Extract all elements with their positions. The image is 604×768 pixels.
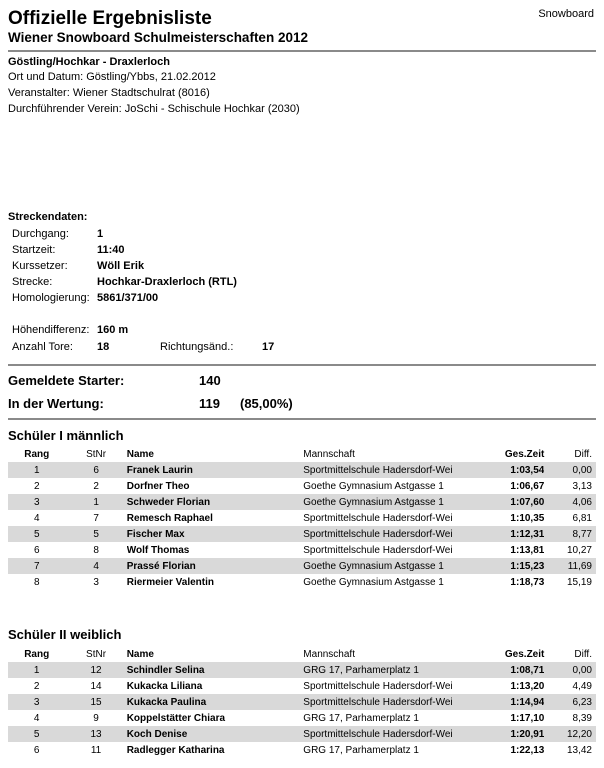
diff-cell: 4,49	[572, 680, 592, 692]
gemeldete-label: Gemeldete Starter:	[8, 373, 125, 388]
rang-cell: 5	[8, 726, 65, 742]
name-cell: Kukacka Liliana	[126, 680, 203, 692]
zeit-cell: 1:07,60	[485, 494, 545, 510]
zeit-cell: 1:03,54	[485, 462, 545, 478]
mannschaft-cell: GRG 17, Parhamerplatz 1	[303, 712, 419, 724]
event-verein: Durchführender Verein: JoSchi - Schischule Hochkar (2030)	[8, 103, 300, 115]
rang-cell: 1	[8, 462, 65, 478]
mannschaft-cell: Sportmittelschule Hadersdorf-Wei	[303, 462, 484, 478]
diff-cell: 3,13	[572, 480, 592, 492]
name-cell: Schindler Selina	[127, 662, 304, 678]
mannschaft-cell: Sportmittelschule Hadersdorf-Wei	[303, 726, 484, 742]
table-row	[8, 662, 596, 678]
zeit-cell: 1:20,91	[485, 726, 545, 742]
wertung-value: 119	[199, 396, 220, 411]
col-diff: Diff.	[574, 648, 592, 660]
stnr-cell: 12	[65, 662, 126, 678]
diff-cell: 13,42	[566, 744, 592, 756]
table-row	[8, 710, 596, 726]
col-rang: Rang	[24, 448, 50, 460]
kurssetzer-row	[0, 259, 600, 273]
diff-cell: 0,00	[544, 462, 596, 478]
richtung-value: 17	[262, 341, 275, 353]
mannschaft-cell: Sportmittelschule Hadersdorf-Wei	[303, 544, 453, 556]
name-cell: Dorfner Theo	[126, 480, 190, 492]
col-name: Name	[126, 448, 154, 460]
event-location: Göstling/Hochkar - Draxlerloch	[8, 56, 170, 68]
durchgang-label: Durchgang:	[12, 228, 69, 240]
table-row	[8, 526, 596, 542]
mannschaft-cell: Goethe Gymnasium Astgasse 1	[303, 480, 444, 492]
zeit-cell: 1:17,10	[510, 712, 545, 724]
stnr-cell: 8	[93, 544, 99, 556]
wertung-percent: (85,00%)	[240, 396, 293, 411]
streckendaten-heading: Streckendaten:	[8, 211, 88, 223]
col-diff: Diff.	[574, 448, 592, 460]
stnr-cell: 14	[90, 680, 102, 692]
zeit-cell: 1:06,67	[510, 480, 545, 492]
stnr-cell: 5	[65, 526, 126, 542]
name-cell: Franek Laurin	[127, 462, 303, 478]
mannschaft-cell: Sportmittelschule Hadersdorf-Wei	[303, 694, 484, 710]
mannschaft-cell: Goethe Gymnasium Astgasse 1	[303, 494, 484, 510]
hoehendifferenz-label: Höhendifferenz:	[12, 324, 90, 336]
col-rang: Rang	[24, 648, 50, 660]
rang-cell: 2	[33, 680, 40, 692]
stnr-cell: 9	[93, 712, 99, 724]
mannschaft-cell: GRG 17, Parhamerplatz 1	[303, 662, 484, 678]
name-cell: Schweder Florian	[127, 494, 303, 510]
table-row	[8, 510, 596, 526]
page-subtitle: Wiener Snowboard Schulmeisterschaften 2012	[8, 30, 308, 45]
rang-cell: 4	[33, 712, 40, 724]
stnr-cell: 15	[65, 694, 126, 710]
name-cell: Koch Denise	[127, 726, 304, 742]
kurssetzer-value: Wöll Erik	[97, 260, 145, 272]
strecke-label: Strecke:	[12, 276, 53, 288]
rang-cell: 6	[33, 544, 40, 556]
startzeit-label: Startzeit:	[12, 244, 56, 256]
col-mannschaft: Mannschaft	[303, 648, 355, 660]
tore-label: Anzahl Tore:	[12, 341, 73, 353]
diff-cell: 8,39	[572, 712, 592, 724]
startzeit-row	[0, 243, 600, 257]
zeit-cell: 1:12,31	[485, 526, 545, 542]
stnr-cell: 2	[93, 480, 99, 492]
stnr-cell: 1	[65, 494, 126, 510]
stnr-cell: 7	[93, 512, 99, 524]
durchgang-value: 1	[97, 228, 104, 240]
name-cell: Kukacka Paulina	[127, 694, 304, 710]
stnr-cell: 3	[93, 576, 99, 588]
diff-cell: 10,27	[566, 544, 592, 556]
table-header-row	[8, 646, 596, 662]
strecke-row	[0, 275, 600, 289]
homologierung-label: Homologierung:	[12, 292, 90, 304]
zeit-cell: 1:13,20	[510, 680, 545, 692]
stnr-cell: 13	[65, 726, 126, 742]
table-row	[8, 542, 596, 558]
table-row	[8, 678, 596, 694]
diff-cell: 6,81	[572, 512, 592, 524]
tore-row	[0, 340, 600, 354]
rang-cell: 1	[8, 662, 65, 678]
rang-cell: 4	[33, 512, 40, 524]
zeit-cell: 1:14,94	[485, 694, 545, 710]
zeit-cell: 1:15,23	[485, 558, 545, 574]
name-cell: Remesch Raphael	[126, 512, 213, 524]
wertung-label: In der Wertung:	[8, 396, 104, 411]
hoehendifferenz-row	[0, 323, 600, 337]
event-ort-datum: Ort und Datum: Göstling/Ybbs, 21.02.2012	[8, 71, 216, 83]
zeit-cell: 1:18,73	[510, 576, 545, 588]
event-veranstalter: Veranstalter: Wiener Stadtschulrat (8016)	[8, 87, 210, 99]
col-zeit: Ges.Zeit	[504, 448, 545, 460]
table-row	[8, 478, 596, 494]
zeit-cell: 1:08,71	[485, 662, 545, 678]
diff-cell: 0,00	[544, 662, 596, 678]
diff-cell: 15,19	[566, 576, 592, 588]
table-row	[8, 494, 596, 510]
gemeldete-value: 140	[199, 373, 221, 388]
zeit-cell: 1:22,13	[510, 744, 545, 756]
col-mannschaft: Mannschaft	[303, 448, 355, 460]
diff-cell: 12,20	[544, 726, 596, 742]
tore-value: 18	[97, 341, 110, 353]
mannschaft-cell: Goethe Gymnasium Astgasse 1	[303, 576, 444, 588]
homologierung-row	[0, 291, 600, 305]
name-cell: Koppelstätter Chiara	[126, 712, 226, 724]
zeit-cell: 1:13,81	[510, 544, 545, 556]
results-table-schueler-2	[8, 646, 596, 758]
table-row	[8, 694, 596, 710]
col-zeit: Ges.Zeit	[504, 648, 545, 660]
rang-cell: 3	[8, 694, 65, 710]
rang-cell: 3	[8, 494, 65, 510]
zeit-cell: 1:10,35	[510, 512, 545, 524]
discipline-label: Snowboard	[538, 8, 594, 20]
table-row	[8, 742, 596, 758]
col-stnr: StNr	[86, 448, 107, 460]
mannschaft-cell: Sportmittelschule Hadersdorf-Wei	[303, 526, 484, 542]
mannschaft-cell: Sportmittelschule Hadersdorf-Wei	[303, 512, 453, 524]
table-row	[8, 462, 596, 478]
diff-cell: 6,23	[544, 694, 596, 710]
stnr-cell: 6	[65, 462, 126, 478]
page-title: Offizielle Ergebnisliste	[8, 8, 212, 29]
stnr-cell: 11	[90, 744, 102, 756]
rang-cell: 5	[8, 526, 65, 542]
mannschaft-cell: GRG 17, Parhamerplatz 1	[303, 744, 419, 756]
header-divider	[8, 50, 596, 52]
table-row	[8, 574, 596, 590]
section-title-schueler-1: Schüler I männlich	[8, 428, 124, 443]
starter-divider	[8, 418, 596, 420]
name-cell: Wolf Thomas	[126, 544, 190, 556]
section-title-schueler-2: Schüler II weiblich	[8, 627, 122, 642]
col-stnr: StNr	[86, 648, 107, 660]
diff-cell: 11,69	[544, 558, 596, 574]
rang-cell: 2	[33, 480, 40, 492]
diff-cell: 4,06	[544, 494, 596, 510]
homologierung-value: 5861/371/00	[97, 292, 159, 304]
name-cell: Fischer Max	[127, 526, 303, 542]
name-cell: Radlegger Katharina	[126, 744, 225, 756]
startzeit-value: 11:40	[97, 244, 125, 256]
mannschaft-cell: Sportmittelschule Hadersdorf-Wei	[303, 680, 453, 692]
rang-cell: 6	[33, 744, 40, 756]
mannschaft-cell: Goethe Gymnasium Astgasse 1	[303, 558, 484, 574]
rang-cell: 7	[8, 558, 65, 574]
table-header-row	[8, 446, 596, 462]
name-cell: Riermeier Valentin	[126, 576, 215, 588]
hoehendifferenz-value: 160 m	[97, 324, 129, 336]
streckendaten-divider	[8, 364, 596, 366]
stnr-cell: 4	[65, 558, 126, 574]
col-name: Name	[126, 648, 154, 660]
rang-cell: 8	[33, 576, 40, 588]
table-row	[8, 558, 596, 574]
table-row	[8, 726, 596, 742]
durchgang-row	[0, 227, 600, 241]
name-cell: Prassé Florian	[127, 558, 303, 574]
results-table-schueler-1	[8, 446, 596, 590]
richtung-label: Richtungsänd.:	[160, 341, 234, 353]
strecke-value: Hochkar-Draxlerloch (RTL)	[97, 276, 237, 288]
diff-cell: 8,77	[544, 526, 596, 542]
kurssetzer-label: Kurssetzer:	[12, 260, 68, 272]
